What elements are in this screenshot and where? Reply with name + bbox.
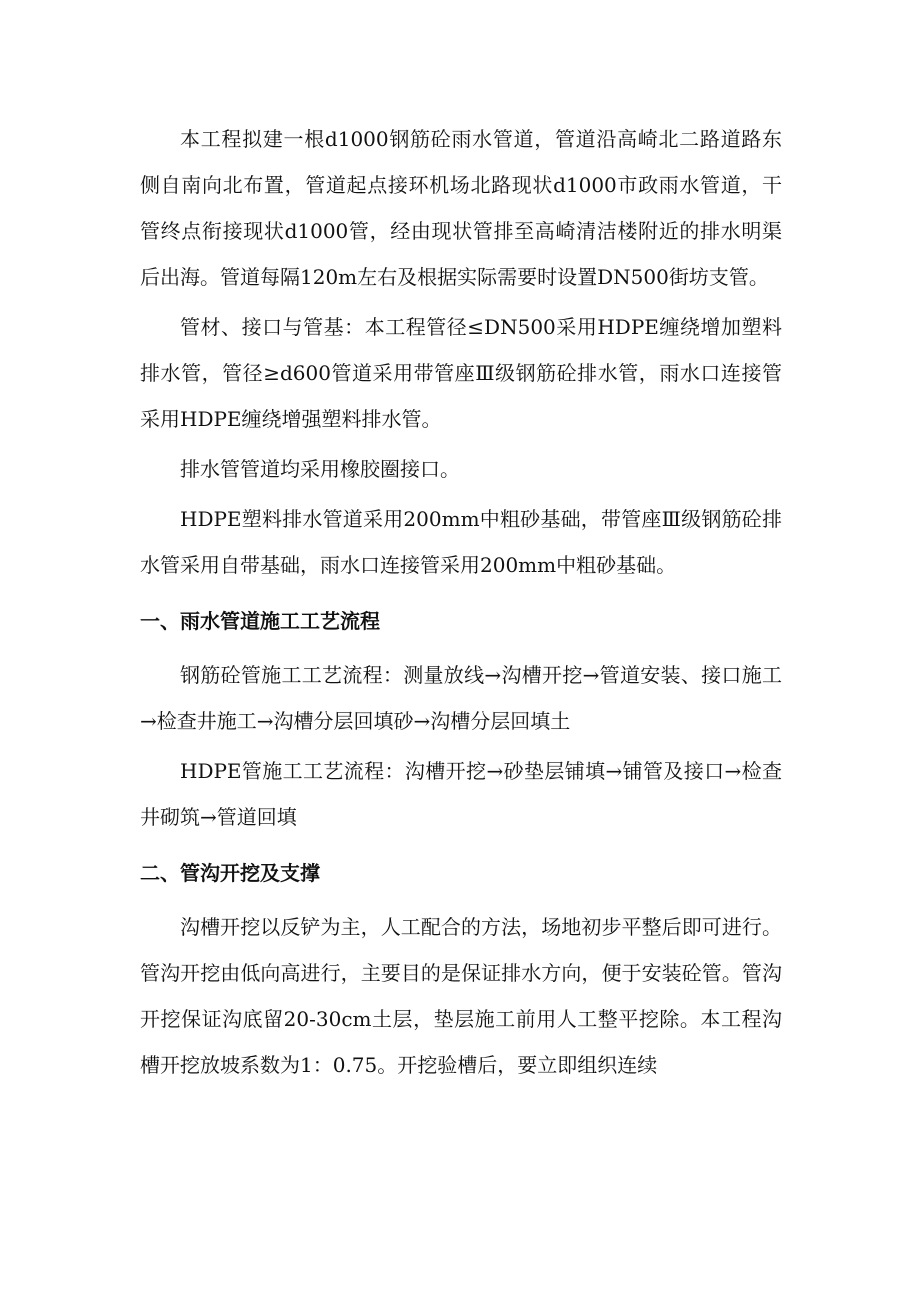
section-heading-process: 一、雨水管道施工工艺流程: [140, 609, 380, 633]
excavation-paragraph: 沟槽开挖以反铲为主，人工配合的方法，场地初步平整后即可进行。管沟开挖由低向高进行，主要目的是保证排水方向，便于安装砼管。管沟开挖保证沟底留20-30cm土层，垫层施工前用人工整平挖除。本工程沟槽开挖放坡系数为1：0.75。开挖验槽后，要立即组织连续: [140, 915, 782, 1077]
process-paragraph-hdpe: HDPE管施工工艺流程：沟槽开挖→砂垫层铺填→铺管及接口→检查井砌筑→管道回填: [140, 759, 782, 829]
intro-paragraph-foundation: HDPE塑料排水管道采用200mm中粗砂基础，带管座Ⅲ级钢筋砼排水管采用自带基础，雨水口连接管采用200mm中粗砂基础。: [140, 507, 782, 577]
section-heading-excavation: 二、管沟开挖及支撑: [140, 861, 320, 885]
intro-paragraph-materials: 管材、接口与管基：本工程管径≤DN500采用HDPE缠绕增加塑料排水管，管径≥d600管道采用带管座Ⅲ级钢筋砼排水管，雨水口连接管采用HDPE缠绕增强塑料排水管。: [140, 315, 782, 431]
intro-paragraph-project: 本工程拟建一根d1000钢筋砼雨水管道，管道沿高崎北二路道路东侧自南向北布置，管道起点接环机场北路现状d1000市政雨水管道，干管终点衔接现状d1000管，经由现状管排至高崎清洁楼附近的排水明渠后出海。管道每隔120m左右及根据实际需要时设置DN500街坊支管。: [140, 127, 782, 289]
process-paragraph-concrete: 钢筋砼管施工工艺流程：测量放线→沟槽开挖→管道安装、接口施工→检查井施工→沟槽分层回填砂→沟槽分层回填土: [140, 663, 782, 733]
intro-paragraph-joints: 排水管管道均采用橡胶圈接口。: [180, 457, 460, 481]
document-body: [140, 116, 782, 1088]
